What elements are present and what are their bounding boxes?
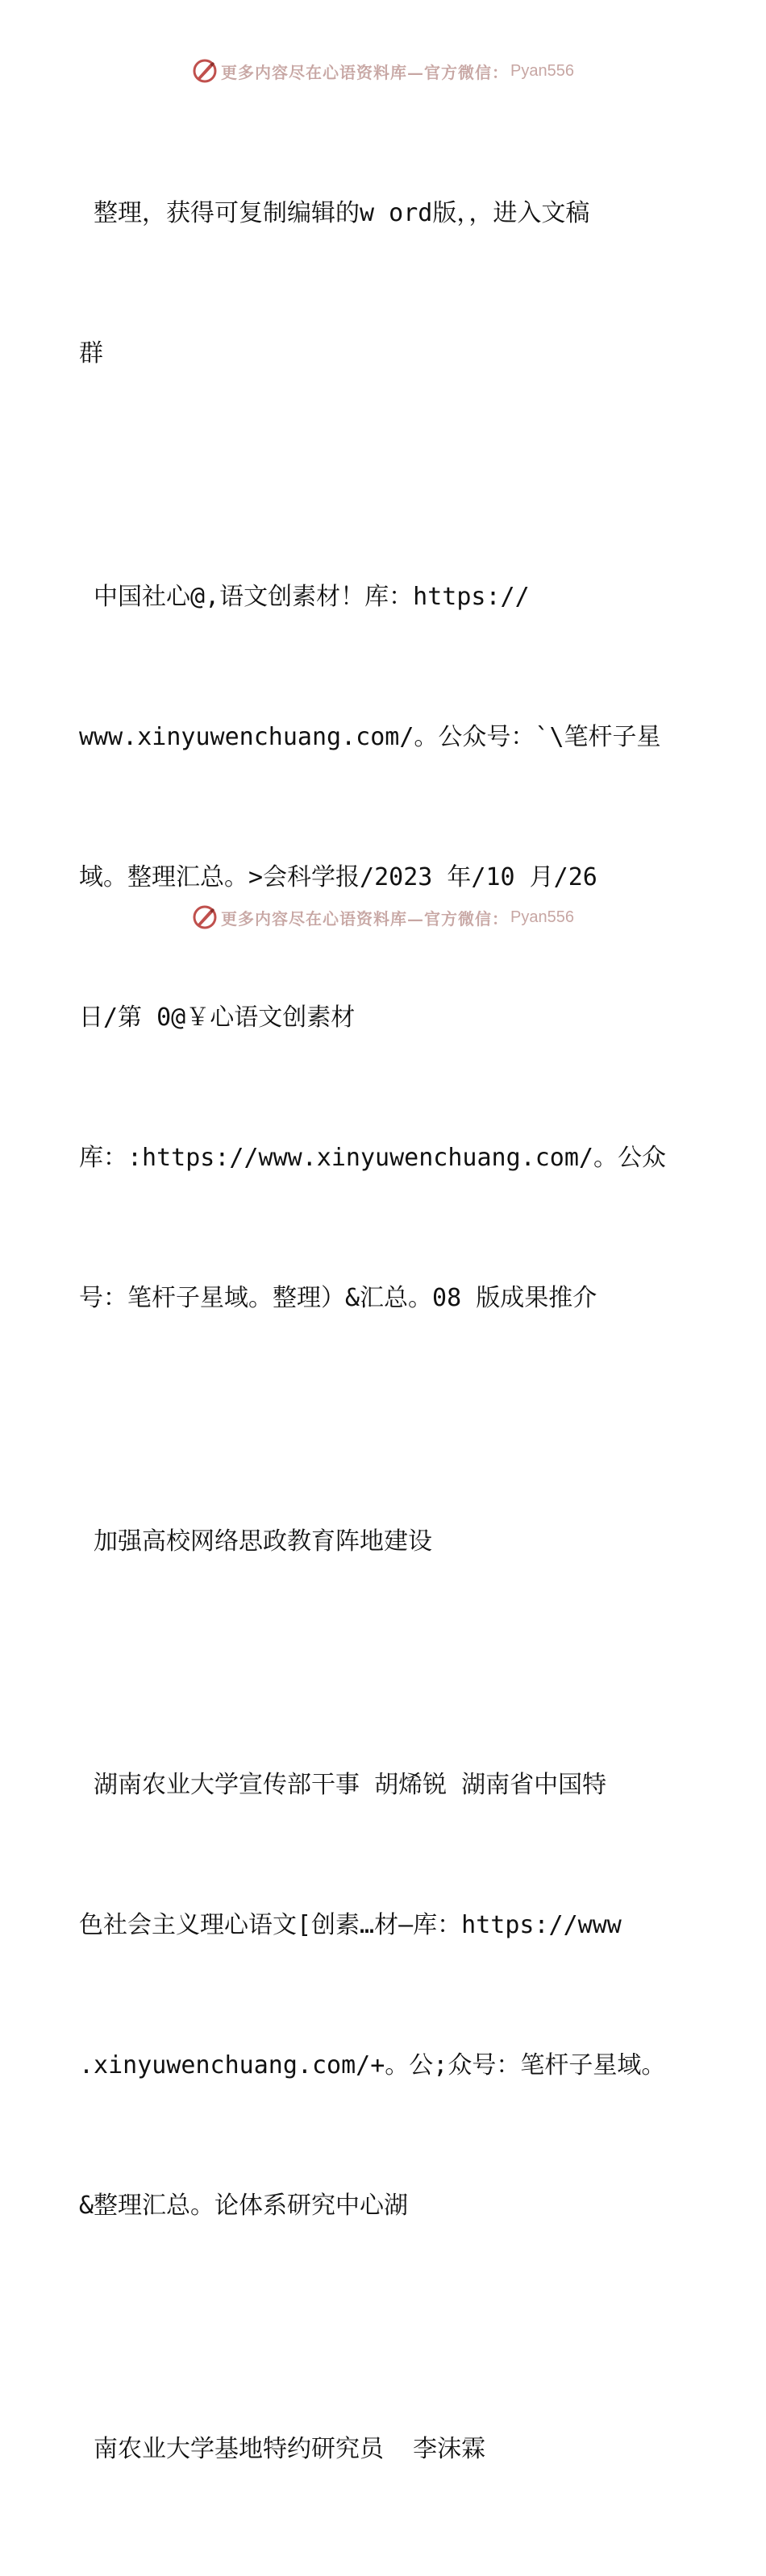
text-line: 湖南农业大学宣传部干事 胡烯锐 湖南省中国特	[79, 1771, 607, 1799]
text-line: 南农业大学基地特约研究员 李沫霖	[79, 2435, 486, 2463]
footer-banner-text: 更多内容尽在心语资料库—官方微信：	[221, 908, 510, 929]
pen-logo-icon	[192, 904, 218, 930]
text-line: 域。整理汇总。>会科学报/2023 年/10 月/26	[79, 863, 597, 891]
text-line: 日/第 0@￥心语文创素材	[79, 1003, 356, 1032]
text-line: 号：笔杆子星域。整理）&汇总。08 版成果推介	[79, 1284, 597, 1312]
footer-banner-id: Pyan556	[510, 908, 574, 926]
paragraph	[79, 1425, 692, 1659]
paragraph	[79, 97, 692, 471]
header-banner-text: 更多内容尽在心语资料库—官方微信：	[221, 62, 510, 82]
paragraph	[79, 1668, 692, 2323]
footer-banner	[0, 904, 766, 930]
document-body	[79, 97, 692, 2576]
paragraph	[79, 480, 692, 1415]
header-banner-id: Pyan556	[510, 61, 574, 80]
text-line: 加强高校网络思政教育阵地建设	[79, 1527, 433, 1556]
text-line: 中国社心@,语文创素材！库：https://	[79, 583, 530, 611]
text-line: 色社会主义理心语文[创素…材—库：https://www	[79, 1911, 622, 1939]
text-line: 库：:https://www.xinyuwenchuang.com/。公众	[79, 1144, 666, 1172]
text-line: 群	[79, 339, 103, 368]
paragraph	[79, 2333, 692, 2566]
header-banner	[0, 58, 766, 84]
text-line: &整理汇总。论体系研究中心湖	[79, 2192, 409, 2220]
text-line: .xinyuwenchuang.com/+。公;众号：笔杆子星域。	[79, 2051, 666, 2079]
text-line: www.xinyuwenchuang.com/。公众号：`\笔杆子星	[79, 723, 661, 751]
pen-logo-icon	[192, 58, 218, 84]
text-line: 整理，获得可复制编辑的w ord版，，进入文稿	[79, 199, 590, 227]
